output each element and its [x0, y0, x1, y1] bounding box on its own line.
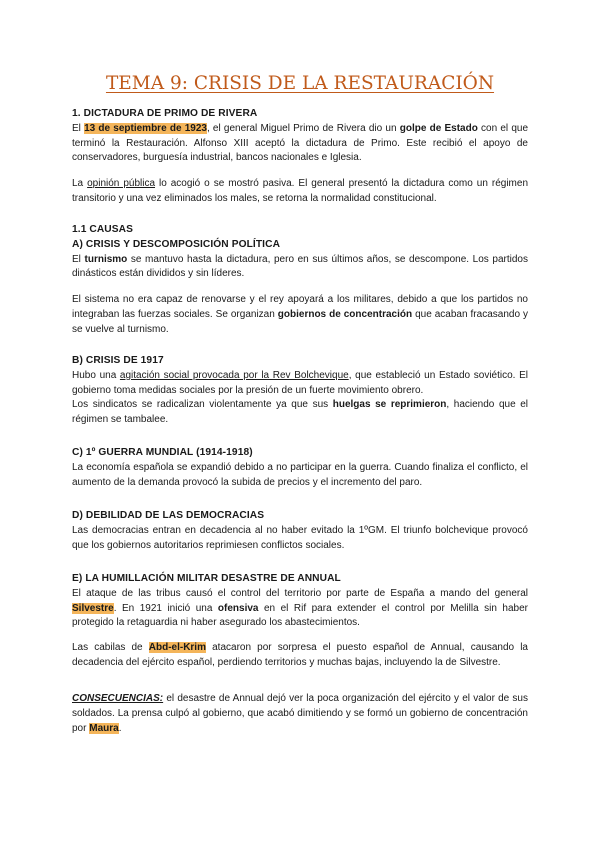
bold-term: ofensiva: [217, 602, 259, 614]
highlight-name: Silvestre: [72, 602, 114, 614]
section-guerra-mundial: [72, 446, 528, 490]
consequences-label: CONSECUENCIAS:: [72, 693, 164, 704]
paragraph: El 13 de septiembre de 1923, el general Miguel Primo de Rivera dio un golpe de Estado con el que terminó la Restauración. Alfonso XIII aceptó la dictadura de Primo. Este recibió el apoyo de conservadores, burguesía industrial, bancos nacionales e Iglesia.: [72, 122, 528, 164]
highlight-date: 13 de septiembre de 1923: [84, 122, 207, 134]
section-heading: 1. DICTADURA DE PRIMO DE RIVERA: [72, 108, 258, 119]
paragraph-opinion: La opinión pública lo acogió o se mostró pasiva. El general presentó la dictadura como un régimen transitorio y una vez eliminados los males, se retorna la normalidad constitucional.: [72, 178, 529, 204]
paragraph: Las democracias entran en decadencia al no haber evitado la 1ºGM. El triunfo bolchevique provocó que los gobiernos autoritarios reprimiesen conflictos sociales.: [72, 524, 528, 551]
section-causas: [72, 223, 528, 282]
subsection-heading: A) CRISIS Y DESCOMPOSICIÓN POLÍTICA: [72, 238, 281, 250]
bold-term: turnismo: [84, 253, 128, 265]
paragraph: El turnismo se mantuvo hasta la dictadura, pero en sus últimos años, se descompone. Los partidos dinásticos están divididos y sin líderes.: [72, 253, 528, 280]
paragraph: La economía española se expandió debido a no participar en la guerra. Cuando finaliza el conflicto, el aumento de la demanda provocó la subida de precios y el incremento del paro.: [72, 461, 528, 488]
paragraph: El ataque de las tribus causó el control del territorio por parte de España a mando del general Silvestre. En 1921 inició una ofensiva en el Rif para extender el control por Melilla sin haber protegido la retaguardia ni haber asegurado los abastecimientos.: [72, 587, 528, 629]
bold-term: huelgas se reprimieron: [332, 399, 447, 411]
highlight-name: Maura: [89, 722, 119, 734]
paragraph-abd: Las cabilas de Abd-el-Krim atacaron por sorpresa el puesto español de Annual, causando la decadencia del ejército español, perdiendo territorios y muchas bajas, incluyendo la de Silvestre.: [72, 642, 528, 668]
paragraph: Los sindicatos se radicalizan violentamente ya que sus huelgas se reprimieron, haciendo que el régimen se tambalee.: [72, 399, 529, 426]
section-democracias: [72, 509, 528, 553]
bold-term: golpe de Estado: [399, 122, 478, 134]
section-annual: [72, 572, 528, 631]
subsection-heading: E) LA HUMILLACIÓN MILITAR DESASTRE DE ANNUAL: [72, 573, 341, 584]
underlined-term: opinión pública: [87, 178, 156, 189]
section-heading: 1.1 CAUSAS: [72, 224, 134, 235]
paragraph: Hubo una agitación social provocada por la Rev Bolchevique, que estableció un Estado soviético. El gobierno toma medidas sociales por la presión de un fuerte movimiento obrero.: [72, 369, 529, 396]
subsection-heading: B) CRISIS DE 1917: [72, 355, 164, 366]
bold-term: gobiernos de concentración: [277, 308, 413, 320]
section-dictadura: [72, 107, 528, 166]
highlight-name: Abd-el-Krim: [148, 642, 206, 653]
paragraph-sistema: El sistema no era capaz de renovarse y el rey apoyará a los militares, debido a que los partidos no integraban las fuerzas sociales. Se organizan gobiernos de concentración que acaban fracasando y se vuelve al turnismo.: [72, 294, 528, 335]
underlined-term: agitación social provocada por la Rev Bolchevique: [119, 369, 349, 381]
paragraph-consecuencias: CONSECUENCIAS: el desastre de Annual dejó ver la poca organización del ejército y el valor de sus soldados. La prensa culpó al gobierno, que acabó dimitiendo y se formó un gobierno de concentración por Maura.: [72, 693, 528, 734]
subsection-heading: D) DEBILIDAD DE LAS DEMOCRACIAS: [72, 510, 265, 521]
section-crisis-1917: [72, 354, 528, 428]
subsection-heading: C) 1º GUERRA MUNDIAL (1914-1918): [72, 447, 253, 458]
page-title: TEMA 9: CRISIS DE LA RESTAURACIÓN: [105, 73, 495, 94]
